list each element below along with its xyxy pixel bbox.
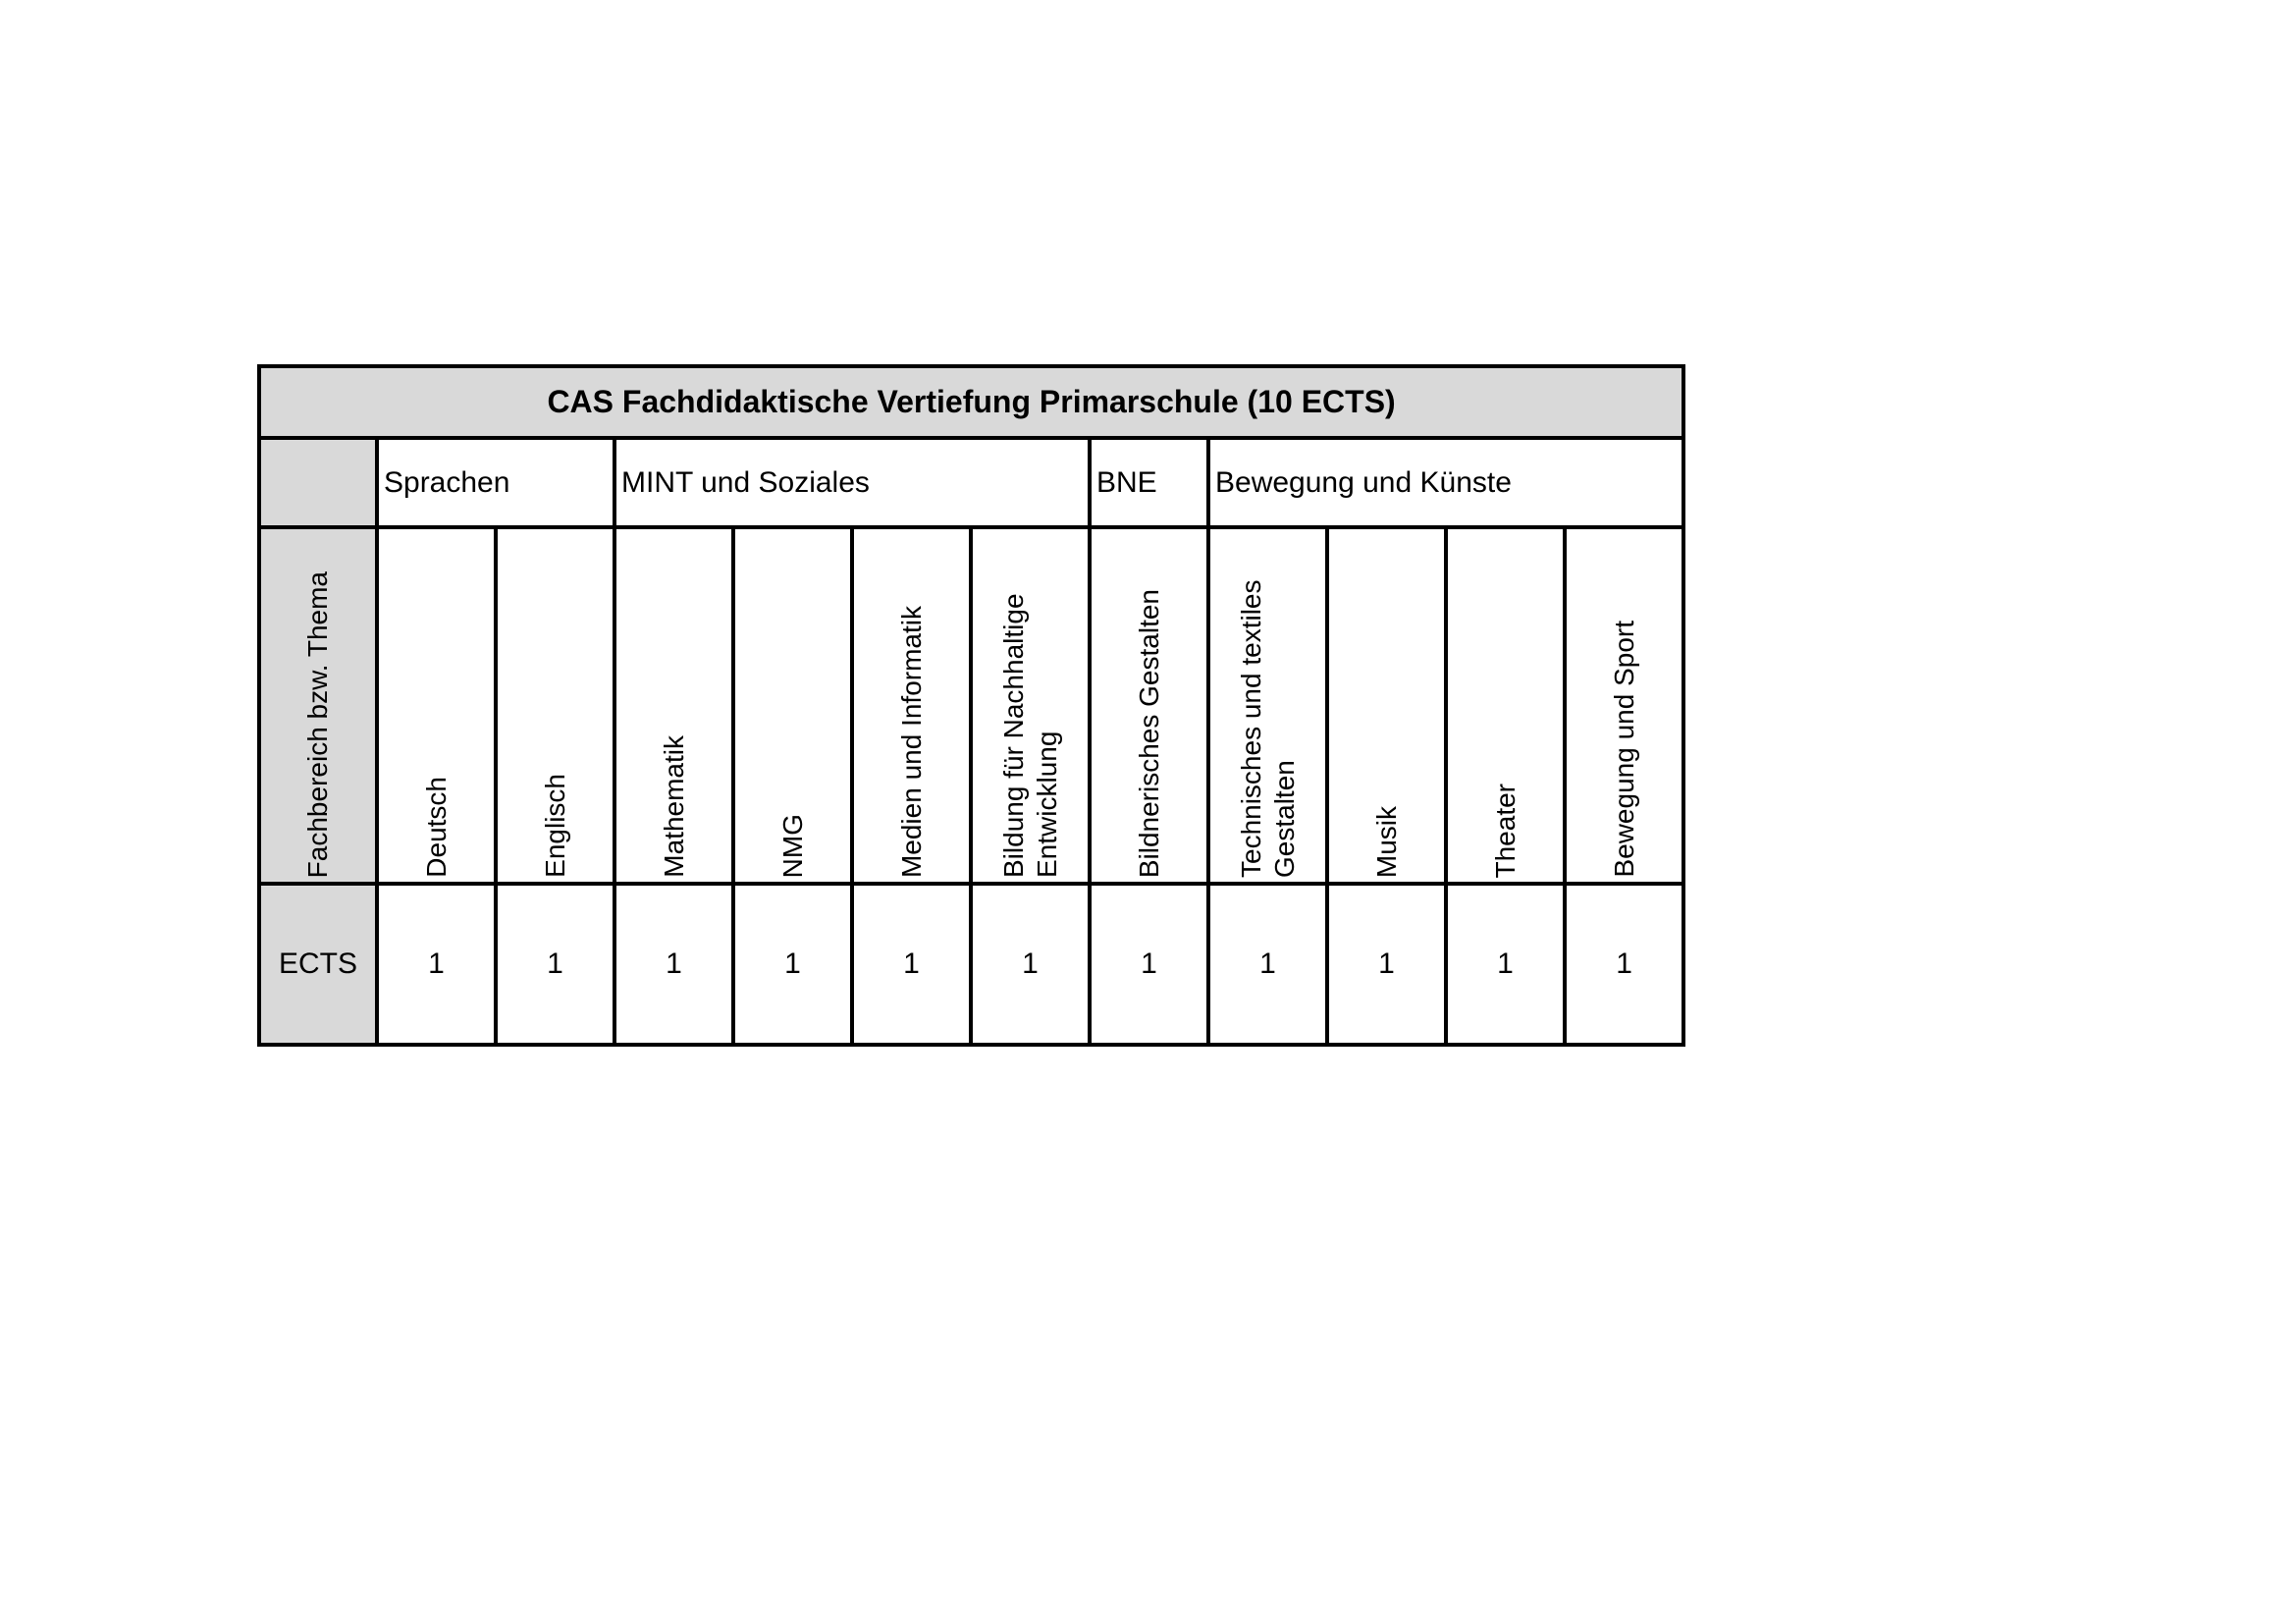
row-label-ects: ECTS [259, 884, 377, 1045]
subject-cell-nmg [733, 527, 852, 884]
ects-value: 1 [1327, 884, 1446, 1045]
row-label-subject: Fachbereich bzw. Thema [301, 570, 333, 878]
subject-cell-medien-und-informatik [852, 527, 971, 884]
subject-cell-englisch [496, 527, 614, 884]
group-bewegung-und-kuenste: Bewegung und Künste [1208, 438, 1683, 527]
subject-label: Bildung für Nachhaltige Entwicklung [997, 593, 1062, 878]
group-sprachen: Sprachen [377, 438, 614, 527]
subject-label: Deutsch [420, 777, 452, 878]
subject-label: Medien und Informatik [895, 605, 927, 878]
subject-label: Musik [1370, 805, 1402, 878]
table-title: CAS Fachdidaktische Vertiefung Primarschule (10 ECTS) [259, 366, 1683, 438]
ects-value: 1 [1090, 884, 1208, 1045]
subject-label: Englisch [539, 774, 570, 878]
subject-label: Theater [1489, 783, 1521, 878]
subject-cell-deutsch [377, 527, 496, 884]
subject-label: Bildnerisches Gestalten [1133, 588, 1164, 878]
subject-label: NMG [776, 813, 808, 878]
subject-cell-mathematik [614, 527, 733, 884]
ects-value: 1 [852, 884, 971, 1045]
subject-label: Mathematik [658, 735, 689, 878]
subject-label: Technisches und textiles Gestalten [1235, 579, 1300, 878]
subject-cell-bne [971, 527, 1090, 884]
corner-cell [259, 438, 377, 527]
ects-value: 1 [971, 884, 1090, 1045]
ects-table [257, 364, 1685, 1047]
ects-value: 1 [1565, 884, 1683, 1045]
ects-value: 1 [496, 884, 614, 1045]
group-bne: BNE [1090, 438, 1208, 527]
subject-cell-bildnerisches-gestalten [1090, 527, 1208, 884]
subject-cell-theater [1446, 527, 1565, 884]
row-label-subject-cell [259, 527, 377, 884]
subject-cell-bewegung-und-sport [1565, 527, 1683, 884]
ects-value: 1 [1208, 884, 1327, 1045]
group-mint-und-soziales: MINT und Soziales [614, 438, 1090, 527]
subject-label: Bewegung und Sport [1608, 621, 1639, 878]
ects-value: 1 [377, 884, 496, 1045]
ects-value: 1 [1446, 884, 1565, 1045]
subject-cell-musik [1327, 527, 1446, 884]
ects-value: 1 [733, 884, 852, 1045]
ects-value: 1 [614, 884, 733, 1045]
subject-cell-technisches-und-textiles-gestalten [1208, 527, 1327, 884]
